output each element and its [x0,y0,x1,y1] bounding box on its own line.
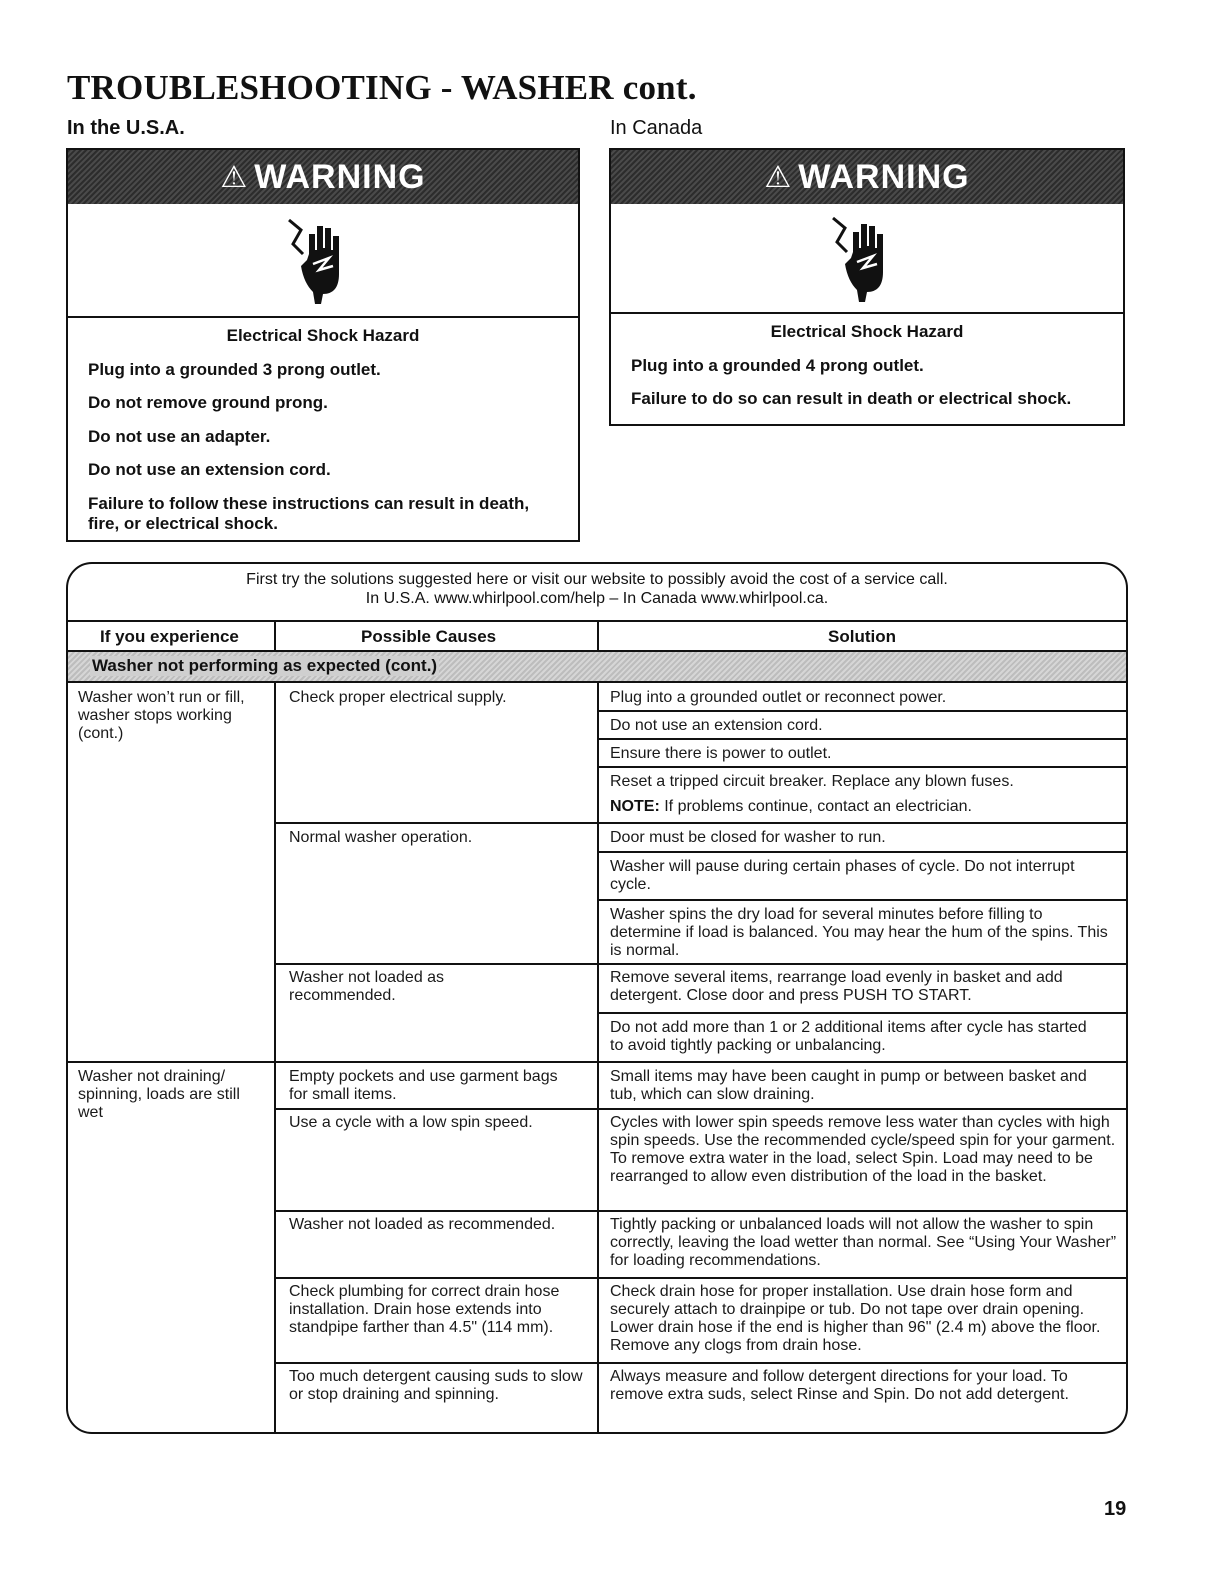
solution-cell: Remove several items, rearrange load evenly in basket and add detergent. Close door and press PUSH TO START. [610,969,1063,1004]
divider [274,822,1126,824]
warning-label: WARNING [254,157,426,196]
divider [274,1108,1126,1110]
intro-line: In U.S.A. www.whirlpool.com/help – In Canada www.whirlpool.ca. [365,590,829,607]
cause-cell: Washer not loaded as recommended. [289,1216,556,1233]
warning-line: Do not remove ground prong. [88,393,328,413]
warning-triangle-icon: ⚠ [220,160,249,194]
divider [68,1061,1126,1063]
cause-cell: Check proper electrical supply. [289,689,507,706]
warning-line: Do not use an adapter. [88,426,271,446]
divider [597,851,1126,853]
divider [597,766,1126,768]
divider [597,899,1126,901]
warning-triangle-icon: ⚠ [764,160,793,194]
solution-cell: Tightly packing or unbalanced loads will not allow the washer to spin correctly, leaving the load wetter than normal. See “Using Your Washer” for loading recommendations. [610,1216,1117,1269]
solution-cell: Cycles with lower spin speeds remove less water than cycles with high spin speeds. Use the recommended cycle/speed spin for your garment. To remove extra water in the load, select Spin. Load may need to be rearranged to allow even distribution of the load in the basket. [610,1114,1116,1185]
page-number: 19 [1104,1498,1127,1520]
warning-line: Failure to follow these instructions can result in death, fire, or electrical shock. [88,493,530,533]
warning-header [611,150,1123,204]
warning-body-us [68,318,578,542]
solution-cell: Small items may have been caught in pump or between basket and tub, which can slow draining. [610,1068,1087,1103]
section-title: Washer not performing as expected (cont.) [92,656,438,675]
cause-cell: Too much detergent causing suds to slow or stop draining and spinning. [289,1368,583,1403]
solution-cell: Washer spins the dry load for several minutes before filling to determine if load is balanced. You may hear the hum of the spins. This is normal. [610,906,1108,959]
warning-label: WARNING [798,157,970,196]
warning-line: Do not use an extension cord. [88,460,331,480]
warning-header [68,150,578,204]
cause-cell: Check plumbing for correct drain hose installation. Drain hose extends into standpipe farther than 4.5" (114 mm). [289,1283,560,1336]
warning-line: Plug into a grounded 4 prong outlet. [631,356,924,375]
shock-hazard-icon-area [611,204,1123,314]
warning-line: Plug into a grounded 3 prong outlet. [88,360,381,379]
column-header-causes: Possible Causes [361,627,497,646]
warning-line: Failure to do so can result in death or electrical shock. [631,389,1072,409]
problem-cell: Washer not draining/ spinning, loads are still wet [78,1068,240,1121]
warning-box-canada [609,148,1125,426]
hazard-title: Electrical Shock Hazard [770,322,964,341]
divider [597,683,599,1434]
warning-box-us [66,148,580,542]
note-text: If problems continue, contact an electrician. [664,798,972,815]
solution-cell [610,798,1120,816]
solution-cell: Check drain hose for proper installation. Use drain hose form and securely attach to drainpipe or tub. Do not tape over drain opening. Lower drain hose if the end is higher than 96" (2.4 m) above the floor. Remove any clogs from drain hose. [610,1283,1101,1354]
shock-hazard-icon-area [68,204,578,318]
divider [597,1012,1126,1014]
solution-cell: Do not add more than 1 or 2 additional items after cycle has started to avoid tightly packing or unbalancing. [610,1019,1087,1054]
hazard-title: Electrical Shock Hazard [226,326,420,345]
region-us-label: In the U.S.A. [67,117,185,139]
solution-cell: Do not use an extension cord. [610,717,823,734]
region-canada-label: In Canada [610,117,703,139]
note-label: NOTE: [610,798,660,815]
section-band [68,651,1126,681]
problem-cell: Washer won’t run or fill, washer stops working (cont.) [78,689,245,742]
warning-body-canada [611,314,1123,418]
column-header-experience: If you experience [100,627,239,646]
divider [274,683,276,1434]
solution-cell: Washer will pause during certain phases of cycle. Do not interrupt cycle. [610,858,1075,893]
column-header-solution: Solution [828,627,896,646]
divider [274,1277,1126,1279]
divider [274,963,1126,965]
intro-text [66,570,1128,608]
intro-line: First try the solutions suggested here or visit our website to possibly avoid the cost of a service call. [246,571,948,588]
solution-cell: Always measure and follow detergent directions for your load. To remove extra suds, select Rinse and Spin. Do not add detergent. [610,1368,1069,1403]
cause-cell: Normal washer operation. [289,829,473,846]
electric-shock-hand-icon [831,212,903,304]
divider [274,620,276,651]
solution-cell: Plug into a grounded outlet or reconnect power. [610,689,947,706]
cause-cell: Washer not loaded as recommended. [289,969,445,1004]
divider [597,710,1126,712]
divider [274,1210,1126,1212]
cause-cell: Use a cycle with a low spin speed. [289,1114,533,1131]
divider [597,738,1126,740]
solution-cell: Reset a tripped circuit breaker. Replace any blown fuses. [610,773,1014,790]
divider [274,1362,1126,1364]
cause-cell: Empty pockets and use garment bags for small items. [289,1068,558,1103]
solution-cell: Ensure there is power to outlet. [610,745,832,762]
electric-shock-hand-icon [287,214,359,306]
solution-cell: Door must be closed for washer to run. [610,829,886,846]
page-title: TROUBLESHOOTING - WASHER cont. [67,68,697,107]
divider [597,620,599,651]
